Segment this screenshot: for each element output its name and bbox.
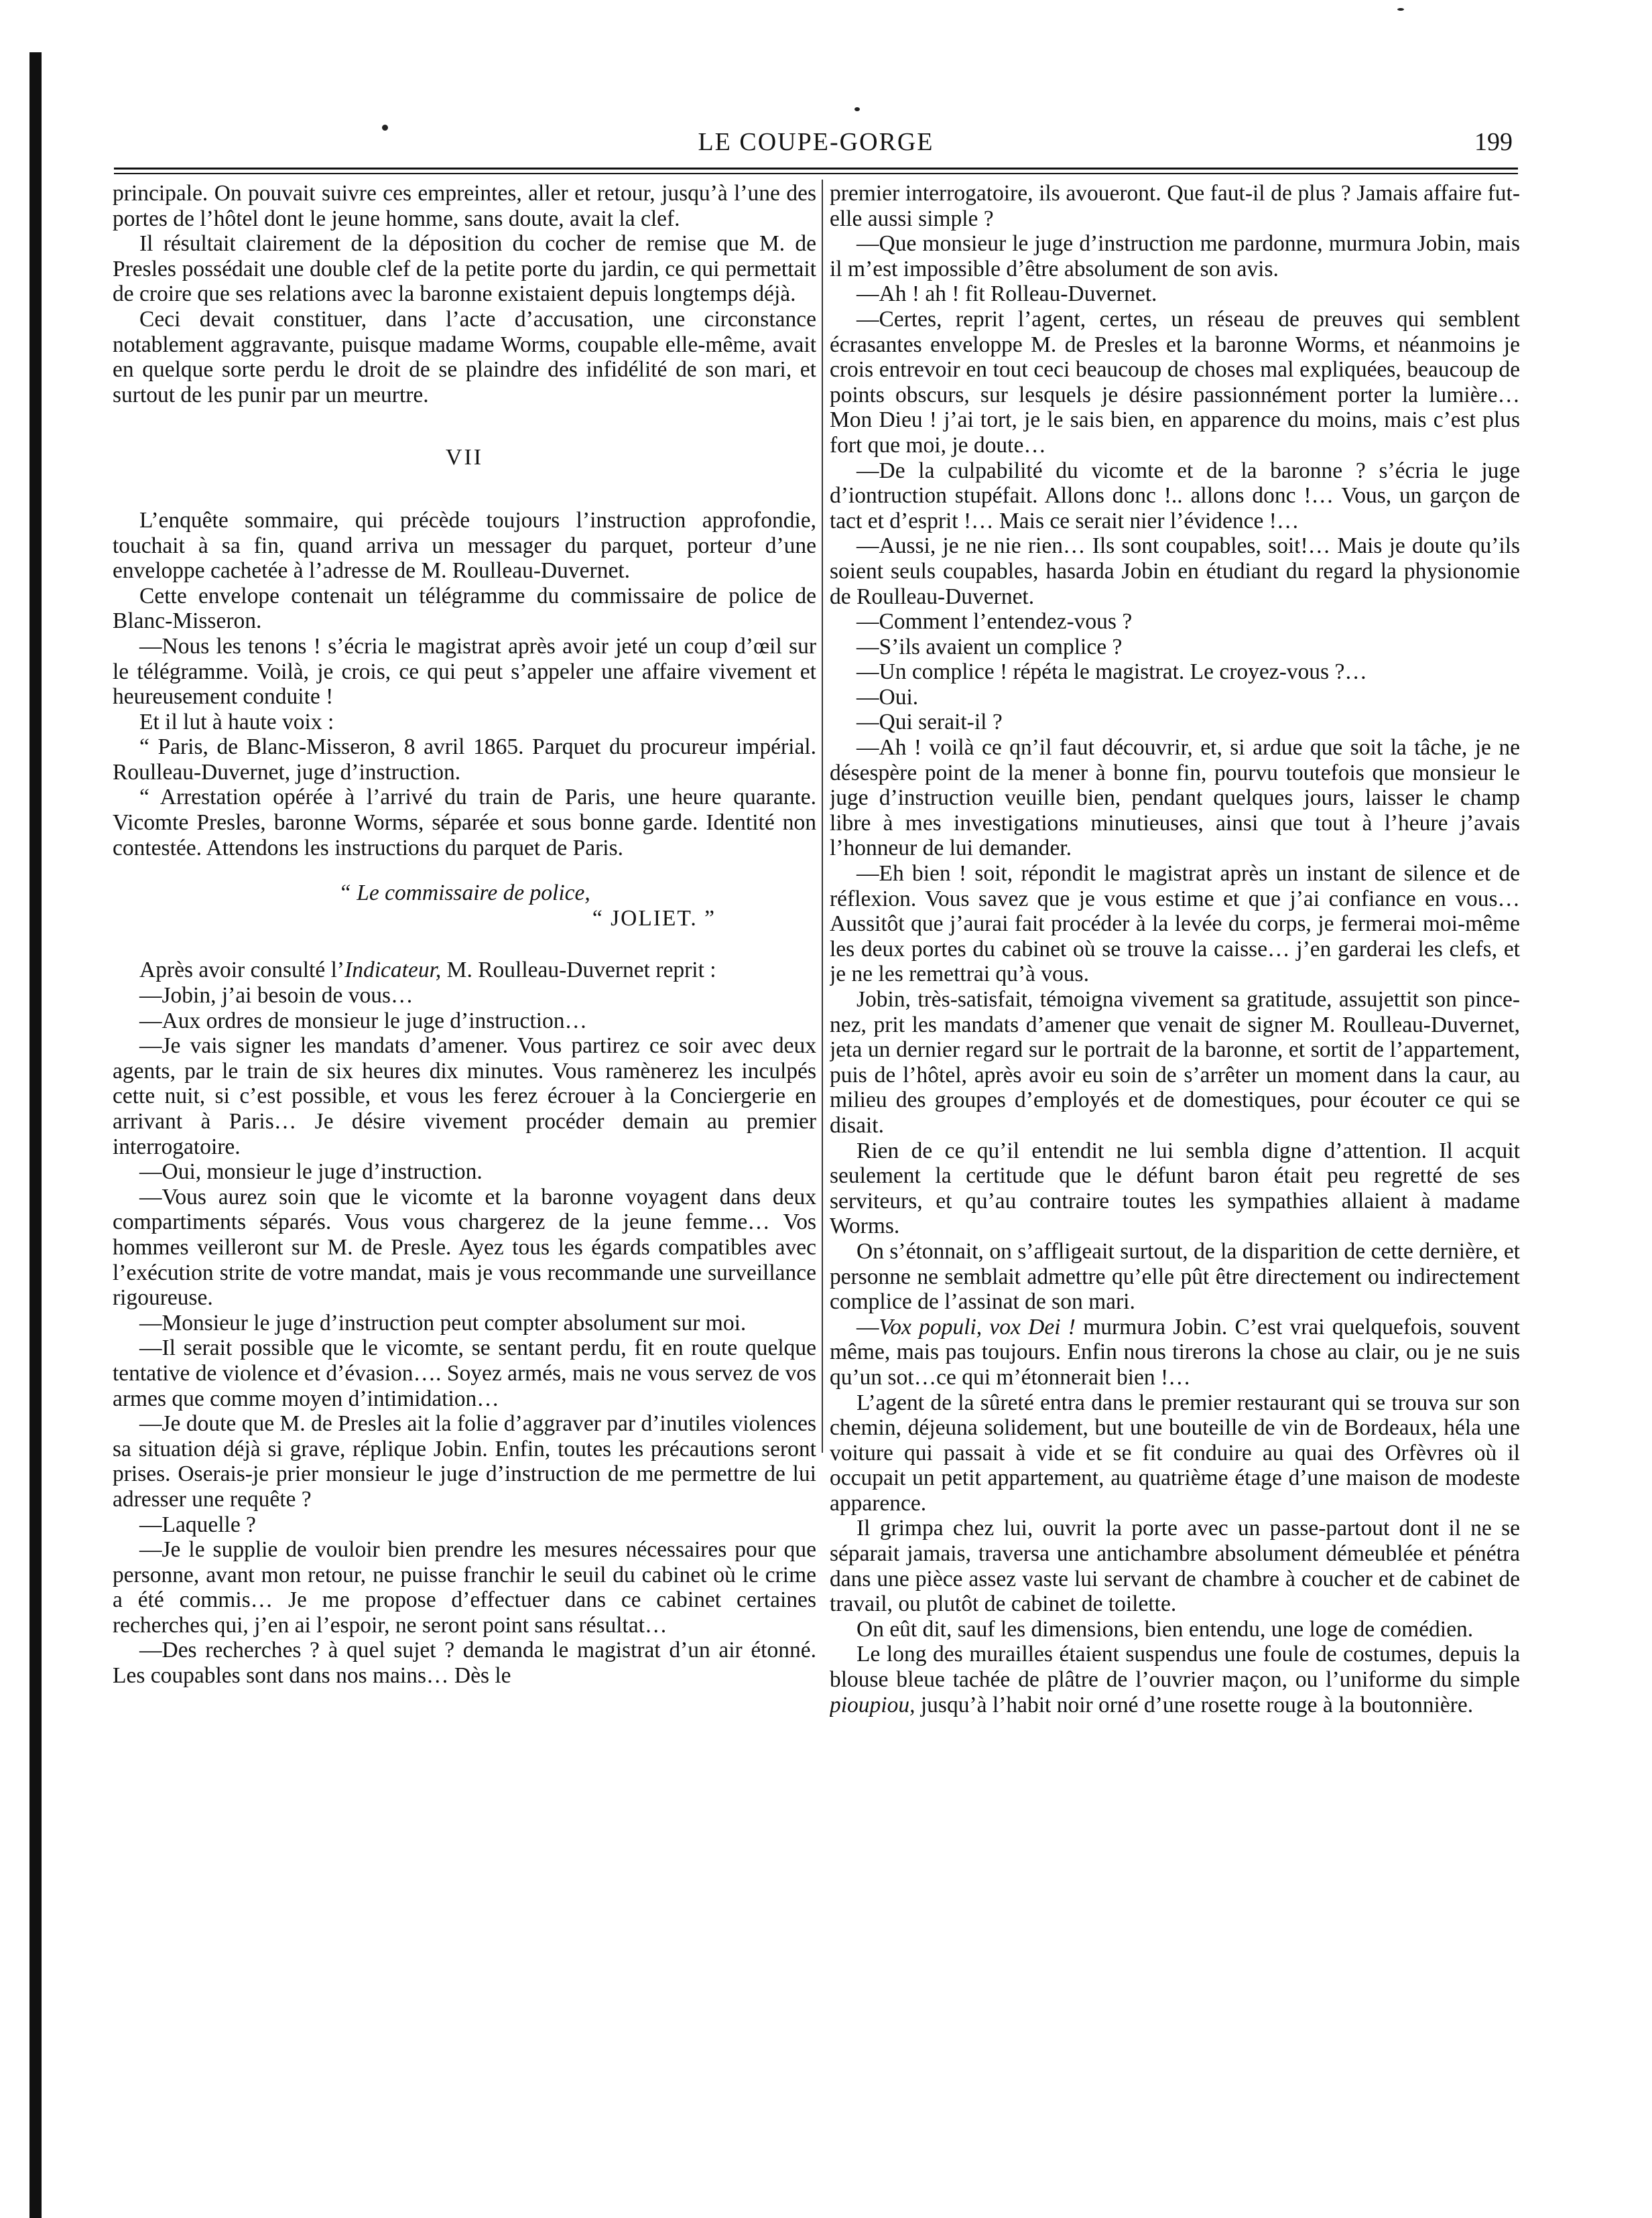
paragraph bbox=[113, 958, 816, 983]
paragraph: —Il serait possible que le vicomte, se sentant perdu, fit en route quelque tentative de violence et d’évasion…. Soyez armés, mais ne vous servez de vos armes que comme moyen d’intimidation… bbox=[113, 1335, 816, 1411]
paragraph: —Nous les tenons ! s’écria le magistrat après avoir jeté un coup d’œil sur le télégramme. Voilà, je crois, ce qui peut s’appeler une affaire vivement et heureusement conduite ! bbox=[113, 633, 816, 710]
paragraph: —Monsieur le juge d’instruction peut compter absolument sur moi. bbox=[139, 1310, 747, 1335]
paragraph: Il résultait clairement de la déposition du cocher de remise que M. de Presles possédait une double clef de la petite porte du jardin, ce qui permettait de croire que ses relations avec la baronne existaient depuis longtemps déjà. bbox=[113, 231, 816, 307]
paragraph: —S’ils avaient un complice ? bbox=[856, 634, 1123, 659]
text-run: — bbox=[856, 1314, 879, 1340]
right-column bbox=[830, 181, 1520, 2198]
paragraph bbox=[830, 1642, 1520, 1717]
page-spine-shadow bbox=[29, 52, 42, 2218]
paragraph: —Ah ! ah ! fit Rolleau-Duvernet. bbox=[856, 281, 1157, 307]
paragraph: —Certes, reprit l’agent, certes, un réseau de preuves qui semblent écrasantes enveloppe M. de Presles et la baronne Worms, et néanmoins je crois entrevoir en tout ceci beaucoup de choses mal expliquées, beaucoup de points obscurs, sur lesquels je désire passionnément porter la lumière… Mon Dieu ! j’ai tort, je le sais bien, en apparence du moins, mais c’est plus fort que moi, je doute… bbox=[830, 306, 1520, 458]
italic-text: pioupiou, bbox=[830, 1692, 915, 1717]
paragraph: —Laquelle ? bbox=[139, 1512, 256, 1537]
italic-text: Vox populi, vox Dei ! bbox=[879, 1314, 1076, 1340]
paragraph: —Oui. bbox=[856, 684, 919, 710]
print-speck bbox=[854, 107, 860, 111]
paragraph: Ceci devait constituer, dans l’acte d’accusation, une circonstance notablement aggravante, puisque madame Worms, coupable elle-même, avait en quelque sorte perdu le droit de se plaindre des infidélité de son mari, et surtout de les punir par un meurtre. bbox=[113, 306, 816, 407]
page-header bbox=[114, 127, 1518, 168]
paragraph: —Oui, monsieur le juge d’instruction. bbox=[139, 1159, 483, 1185]
paragraph: —Comment l’entendez-vous ? bbox=[856, 609, 1133, 635]
text-run: jusqu’à l’habit noir orné d’une rosette rouge à la boutonnière. bbox=[915, 1692, 1474, 1717]
paragraph: —Je le supplie de vouloir bien prendre les mesures nécessaires pour que personne, avant mon retour, ne puisse franchir le seuil du cabinet où le crime a été commis… Je me propose d’effectuer dans ce cabinet certaines recherches qui, j’en ai l’espoir, ne seront point sans résultat… bbox=[113, 1537, 816, 1638]
telegram-line: “ Arrestation opérée à l’arrivé du train de Paris, une heure quarante. Vicomte Presles, baronne Worms, séparée et sous bonne garde. Identité non contestée. Attendons les instructions du parquet de Paris. bbox=[113, 785, 816, 860]
italic-text: Indicateur, bbox=[344, 958, 442, 983]
left-column bbox=[113, 181, 816, 2198]
paragraph: —Aussi, je ne nie rien… Ils sont coupables, soit!… Mais je doute qu’ils soient seuls coupables, hasarda Jobin en étudiant du regard la physionomie de Roulleau-Duvernet. bbox=[830, 533, 1520, 609]
paragraph: Rien de ce qu’il entendit ne lui sembla digne d’attention. Il acquit seulement la certitude que le défunt baron était peu regretté de ses serviteurs, et qu’au contraire toutes les sympathies allaient à madame Worms. bbox=[830, 1138, 1520, 1239]
column-divider bbox=[822, 180, 823, 1453]
paragraph: —Ah ! voilà ce qn’il faut découvrir, et, si ardue que soit la tâche, je ne désespère point de la mener à bonne fin, pourvu toutefois que monsieur le juge d’instruction veuille bien, pendant quelques jours, laisser le champ libre à mes investigations minutieuses, ainsi que tout à l’heure j’avais l’honneur de lui demander. bbox=[830, 735, 1520, 861]
paragraph: —Des recherches ? à quel sujet ? demanda le magistrat d’un air étonné. Les coupables sont dans nos mains… Dès le bbox=[113, 1638, 816, 1689]
running-title: LE COUPE-GORGE bbox=[698, 128, 934, 156]
paragraph: —Un complice ! répéta le magistrat. Le croyez-vous ?… bbox=[856, 659, 1367, 685]
paragraph: Cette envelope contenait un télégramme du commissaire de police de Blanc-Misseron. bbox=[113, 583, 816, 634]
paragraph: On eût dit, sauf les dimensions, bien entendu, une loge de comédien. bbox=[856, 1616, 1474, 1642]
paragraph: Jobin, très-satisfait, témoigna vivement sa gratitude, assujettit son pince-nez, prit les mandats d’amener que venait de signer M. Roulleau-Duvernet, jeta un dernier regard sur le portrait de la baronne, et sortit de l’appartement, puis de l’hôtel, après avoir eu soin de s’arrêter un moment dans la caur, au milieu des groupes d’employés et de domestiques, pour écouter ce qui se disait. bbox=[830, 987, 1520, 1138]
paragraph: —Aux ordres de monsieur le juge d’instruction… bbox=[139, 1008, 588, 1033]
header-rule-thin bbox=[114, 173, 1518, 174]
paragraph bbox=[830, 1315, 1520, 1390]
paragraph: —De la culpabilité du vicomte et de la baronne ? s’écria le juge d’iontruction stupéfait. Allons donc !.. allons donc !… Vous, un garçon de tact et d’esprit !… Mais ce serait nier l’évidence !… bbox=[830, 458, 1520, 533]
paragraph: —Que monsieur le juge d’instruction me pardonne, murmura Jobin, mais il m’est impossible d’être absolument de son avis. bbox=[830, 231, 1520, 281]
chapter-heading: VII bbox=[445, 445, 484, 470]
paragraph: L’enquête sommaire, qui précède toujours l’instruction approfondie, touchait à sa fin, quand arriva un messager du parquet, porteur d’une enveloppe cachetée à l’adresse de M. Roulleau-Duvernet. bbox=[113, 507, 816, 584]
paragraph: Et il lut à haute voix : bbox=[139, 709, 334, 734]
header-rule bbox=[114, 168, 1518, 170]
text-run: Le long des murailles étaient suspendus une foule de costumes, depuis la blouse bleue tachée de plâtre de l’ouvrier maçon, ou l’uniforme du simple bbox=[830, 1642, 1520, 1693]
paragraph: —Je vais signer les mandats d’amener. Vous partirez ce soir avec deux agents, par le train de six heures dix minutes. Vous ramènerez les inculpés cette nuit, si c’est possible, et vous les ferez écrouer à la Conciergerie en arrivant à Paris… Je désire vivement procéder demain au premier interrogatoire. bbox=[113, 1033, 816, 1159]
paragraph: —Je doute que M. de Presles ait la folie d’aggraver par d’inutiles violences sa situation déjà si grave, réplique Jobin. Enfin, toutes les précautions seront prises. Oserais-je prier monsieur le juge d’instruction de me permettre de lui adresser une requête ? bbox=[113, 1411, 816, 1512]
telegram-signature-title: “ Le commissaire de police, bbox=[338, 880, 590, 906]
telegram-signature-name: “ JOLIET. ” bbox=[592, 905, 716, 931]
paragraph: premier interrogatoire, ils avoueront. Que faut-il de plus ? Jamais affaire fut-elle aussi simple ? bbox=[830, 181, 1520, 231]
text-run: Après avoir consulté l’ bbox=[139, 958, 345, 983]
paragraph: —Eh bien ! soit, répondit le magistrat après un instant de silence et de réflexion. Vous savez que je vous estime et que j’ai confiance en vous…Aussitôt que j’aurai fait procéder à la levée du corps, je fermerai moi-même les deux portes du cabinet où se trouve la caisse… j’en garderai les clefs, et je ne les remettrai qu’à vous. bbox=[830, 861, 1520, 987]
paragraph: —Qui serait-il ? bbox=[856, 710, 1003, 735]
paragraph: Il grimpa chez lui, ouvrit la porte avec un passe-partout dont il ne se séparait jamais, traversa une antichambre absolument démeublée et pénétra dans une pièce assez vaste lui servant de chambre à coucher et de cabinet de travail, ou plutôt de cabinet de toilette. bbox=[830, 1516, 1520, 1617]
print-speck bbox=[1397, 8, 1404, 11]
text-run: M. Roulleau-Duvernet reprit : bbox=[441, 958, 716, 983]
page-number: 199 bbox=[1474, 128, 1513, 156]
paragraph: —Jobin, j’ai besoin de vous… bbox=[139, 983, 414, 1008]
paragraph: principale. On pouvait suivre ces empreintes, aller et retour, jusqu’à l’une des portes de l’hôtel dont le jeune homme, sans doute, avait la clef. bbox=[113, 181, 816, 231]
paragraph: —Vous aurez soin que le vicomte et la baronne voyagent dans deux compartiments séparés. Vous vous chargerez de la jeune femme… Vos hommes veilleront sur M. de Presle. Ayez tous les égards compatibles avec l’exécution strite de votre mandat, mais je vous recommande une surveillance rigoureuse. bbox=[113, 1184, 816, 1311]
text-run: murmura Jobin. C’est vrai quelquefois, souvent même, mais pas toujours. Enfin nous tirerons la chose au clair, ou je ne suis qu’un sot…ce qui m’étonnerait bien !… bbox=[830, 1314, 1520, 1390]
paragraph: L’agent de la sûreté entra dans le premier restaurant qui se trouva sur son chemin, déjeuna solidement, but une bouteille de vin de Bordeaux, héla une voiture qui passait à vide et se fit conduire au quai des Orfèvres où il occupait un petit appartement, au quatrième étage d’une maison de modeste apparence. bbox=[830, 1390, 1520, 1516]
telegram-line: “ Paris, de Blanc-Misseron, 8 avril 1865. Parquet du procureur impérial. Roulleau-Duvernet, juge d’instruction. bbox=[113, 734, 816, 785]
paragraph: On s’étonnait, on s’affligeait surtout, de la disparition de cette dernière, et personne ne semblait admettre qu’elle pût être directement ou indirectement complice de l’assinat de son mari. bbox=[830, 1238, 1520, 1315]
